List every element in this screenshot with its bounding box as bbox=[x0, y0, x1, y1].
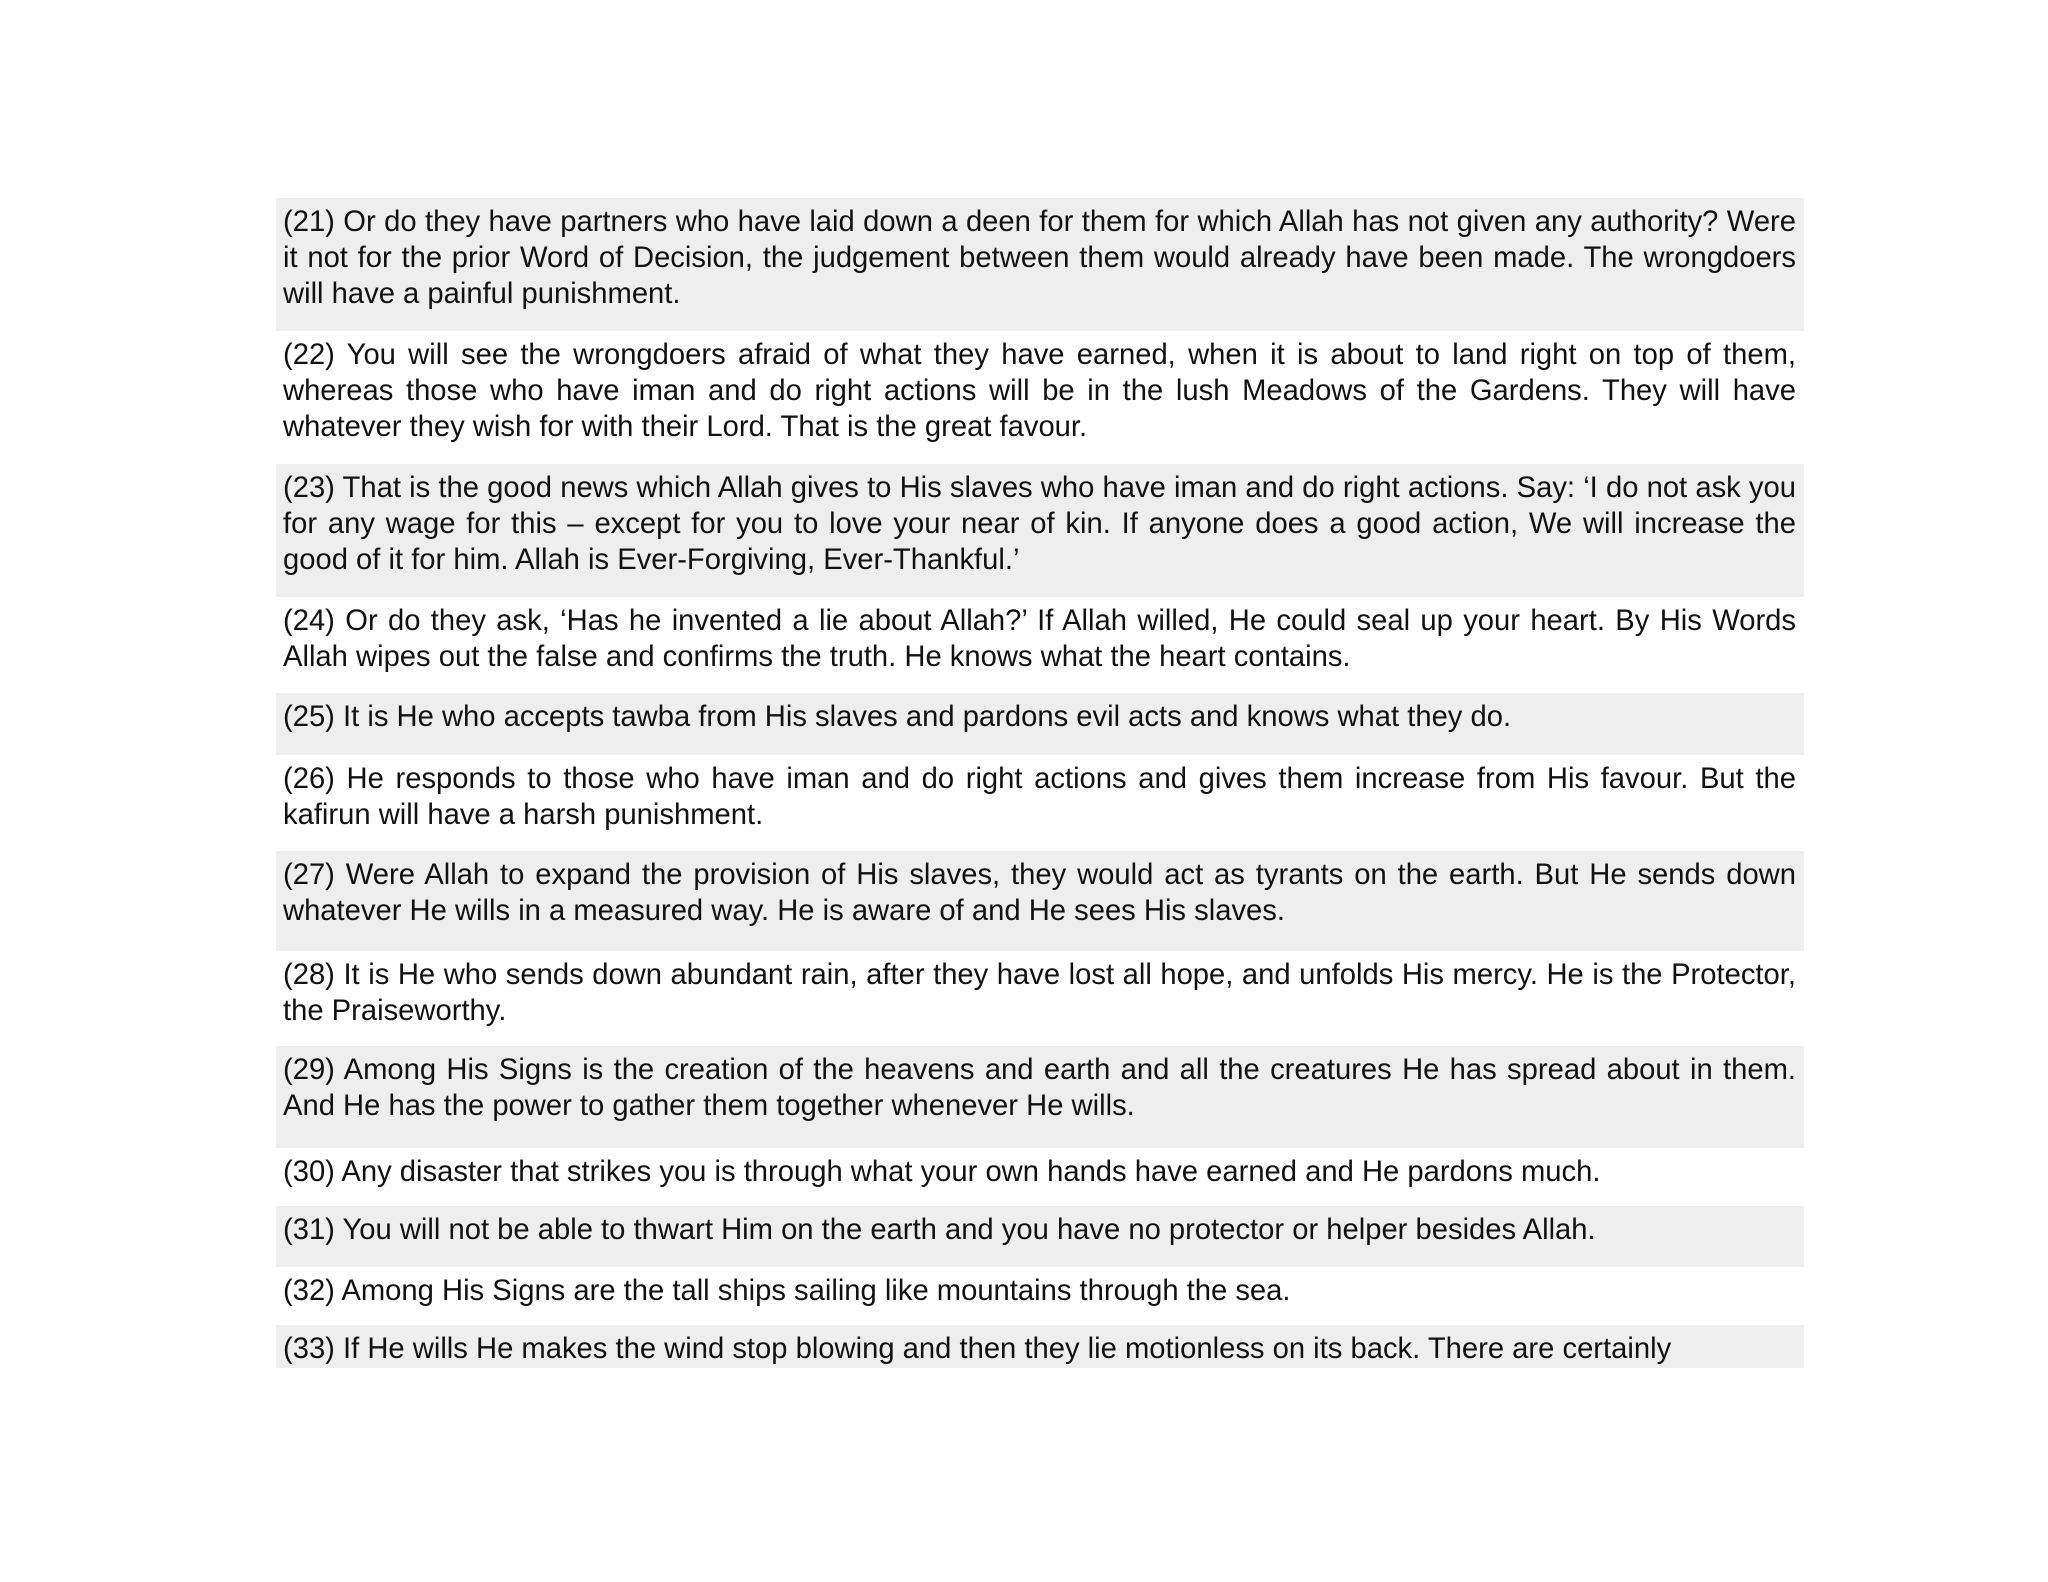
verse-21: (21) Or do they have partners who have laid down a deen for them for which Allah has not given any authority? Were it not for the prior Word of Decision, the judgement between them would already have been made. The wrongdoers will have a painful punishment. bbox=[276, 198, 1804, 331]
verse-23: (23) That is the good news which Allah gives to His slaves who have iman and do right actions. Say: ‘I do not ask you for any wage for this – except for you to love your near of kin. If anyone does a good action, We will increase the good of it for him. Allah is Ever-Forgiving, Ever-Thankful.’ bbox=[276, 464, 1804, 597]
verse-29: (29) Among His Signs is the creation of the heavens and earth and all the creatures He has spread about in them. And He has the power to gather them together whenever He wills. bbox=[276, 1046, 1804, 1148]
verse-33: (33) If He wills He makes the wind stop blowing and then they lie motionless on its back. There are certainly bbox=[276, 1325, 1804, 1368]
verse-32: (32) Among His Signs are the tall ships sailing like mountains through the sea. bbox=[276, 1267, 1804, 1325]
verse-27: (27) Were Allah to expand the provision of His slaves, they would act as tyrants on the earth. But He sends down whatever He wills in a measured way. He is aware of and He sees His slaves. bbox=[276, 851, 1804, 951]
verse-25: (25) It is He who accepts tawba from His slaves and pardons evil acts and knows what they do. bbox=[276, 693, 1804, 755]
verse-22: (22) You will see the wrongdoers afraid of what they have earned, when it is about to land right on top of them, whereas those who have iman and do right actions will be in the lush Meadows of the Gardens. They will have whatever they wish for with their Lord. That is the great favour. bbox=[276, 331, 1804, 464]
verse-28: (28) It is He who sends down abundant rain, after they have lost all hope, and unfolds His mercy. He is the Protector, the Praiseworthy. bbox=[276, 951, 1804, 1046]
verse-24: (24) Or do they ask, ‘Has he invented a lie about Allah?’ If Allah willed, He could seal up your heart. By His Words Allah wipes out the false and confirms the truth. He knows what the heart contains. bbox=[276, 597, 1804, 693]
verse-30: (30) Any disaster that strikes you is through what your own hands have earned and He pardons much. bbox=[276, 1148, 1804, 1206]
verse-31: (31) You will not be able to thwart Him on the earth and you have no protector or helper besides Allah. bbox=[276, 1206, 1804, 1267]
verse-list bbox=[276, 198, 1804, 1368]
verse-26: (26) He responds to those who have iman and do right actions and gives them increase from His favour. But the kafirun will have a harsh punishment. bbox=[276, 755, 1804, 851]
